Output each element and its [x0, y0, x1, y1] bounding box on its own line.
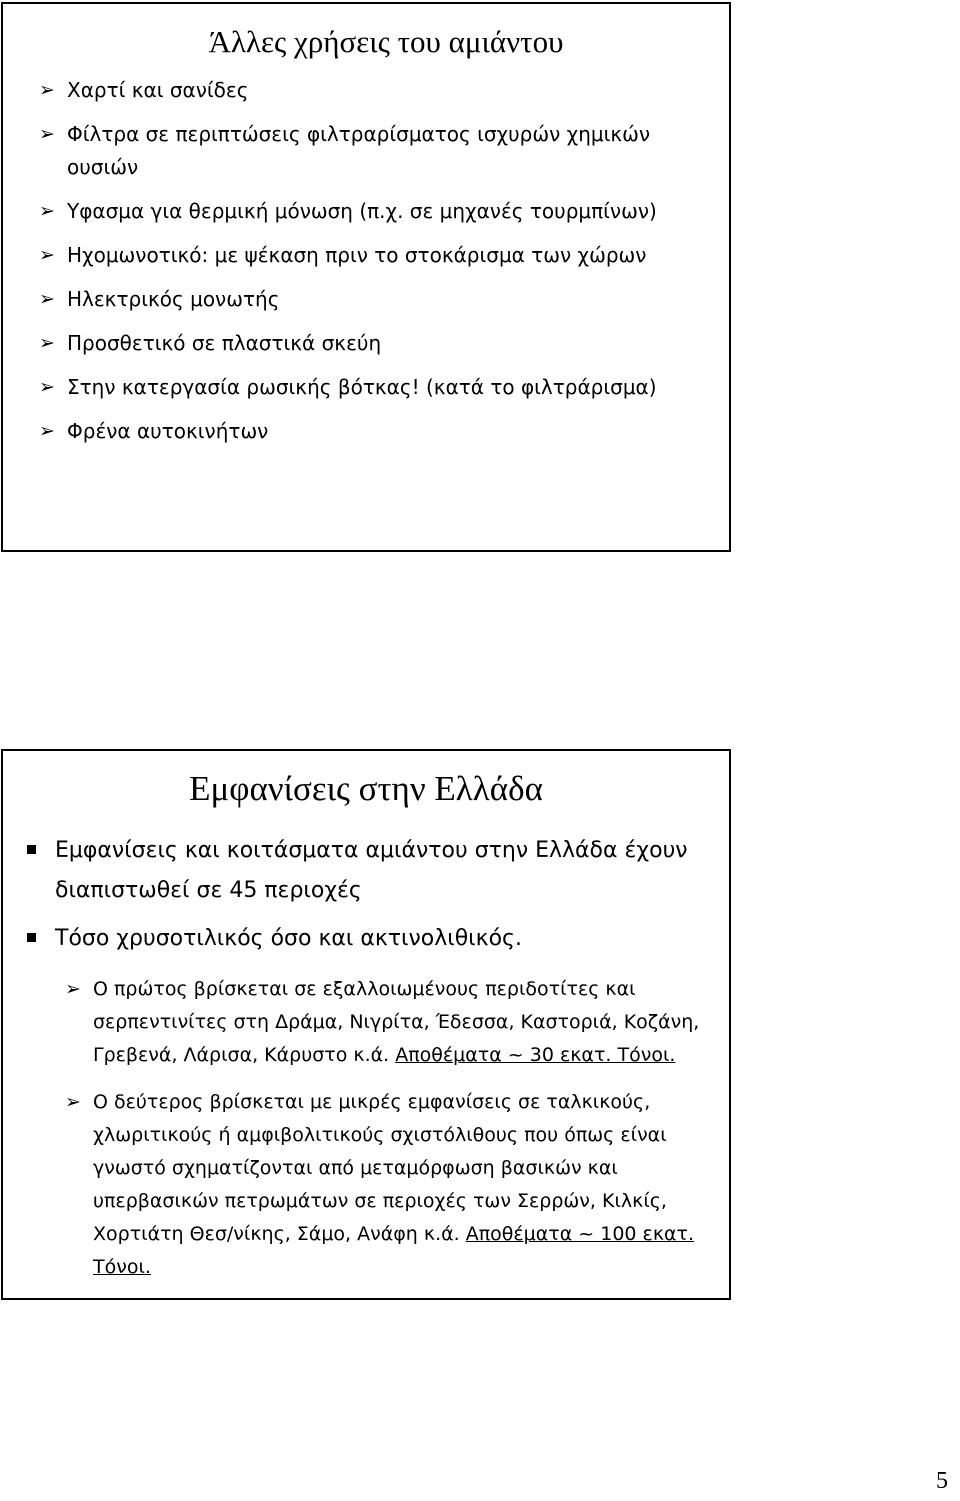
arrow-bullet-icon: ➢ — [39, 332, 55, 354]
list-item: ➢ Ηχομωνοτικό: με ψέκαση πριν το στοκάρισμα των χώρων — [39, 239, 679, 272]
list-item: ➢ Ο δεύτερος βρίσκεται με μικρές εμφανίσεις σε ταλκικούς, χλωριτικούς ή αμφιβολιτικούς σχιστόλιθους που όπως είναι γνωστό σχηματίζονται από μεταμόρφωση βασικών και υπερβασικών πετρωμάτων σε περιοχές των Σερρών, Κιλκίς, Χορτιάτη Θεσ/νίκης, Σάμο, Ανάφη κ.ά. Αποθέματα ~ 100 εκατ. Τόνοι. — [65, 1086, 705, 1284]
arrow-bullet-icon: ➢ — [39, 244, 55, 266]
list-item: ➢ Στην κατεργασία ρωσικής βότκας! (κατά το φιλτράρισμα) — [39, 371, 679, 404]
reserves-text: Αποθέματα ~ 100 εκατ. Τόνοι. — [93, 1223, 695, 1278]
arrow-bullet-icon: ➢ — [39, 200, 55, 222]
slide-2 — [1, 749, 731, 1300]
slide-2-list — [25, 831, 695, 967]
list-item: ➢ Προσθετικό σε πλαστικά σκεύη — [39, 327, 679, 360]
square-bullet-icon — [27, 845, 36, 854]
list-item: ➢ Φρένα αυτοκινήτων — [39, 415, 679, 448]
page-number: 5 — [936, 1468, 948, 1494]
slide-1-list — [39, 74, 679, 459]
arrow-bullet-icon: ➢ — [39, 123, 55, 145]
arrow-bullet-icon: ➢ — [39, 288, 55, 310]
slide-2-sublist — [65, 973, 705, 1298]
arrow-bullet-icon: ➢ — [65, 978, 81, 1000]
square-bullet-icon — [27, 933, 36, 942]
list-item: ➢ Ο πρώτος βρίσκεται σε εξαλλοιωμένους περιδοτίτες και σερπεντινίτες στη Δράμα, Νιγρίτα, Έδεσσα, Καστοριά, Κοζάνη, Γρεβενά, Λάρισα, Κάρυστο κ.ά. Αποθέματα ~ 30 εκατ. Τόνοι. — [65, 973, 705, 1072]
list-item: ➢ Ηλεκτρικός μονωτής — [39, 283, 679, 316]
arrow-bullet-icon: ➢ — [39, 376, 55, 398]
slide-1 — [1, 2, 731, 552]
list-item: Τόσο χρυσοτιλικός όσο και ακτινολιθικός. — [25, 919, 695, 959]
list-item: ➢ Υφασμα για θερμική μόνωση (π.χ. σε μηχανές τουρμπίνων) — [39, 195, 679, 228]
list-item: ➢ Φίλτρα σε περιπτώσεις φιλτραρίσματος ισχυρών χημικών ουσιών — [39, 118, 679, 184]
arrow-bullet-icon: ➢ — [39, 420, 55, 442]
arrow-bullet-icon: ➢ — [39, 79, 55, 101]
reserves-text: Αποθέματα ~ 30 εκατ. Τόνοι. — [395, 1044, 676, 1066]
slide-1-title: Άλλες χρήσεις του αμιάντου — [208, 24, 564, 59]
slide-2-title: Εμφανίσεις στην Ελλάδα — [189, 769, 543, 808]
list-item: ➢ Χαρτί και σανίδες — [39, 74, 679, 107]
list-item: Εμφανίσεις και κοιτάσματα αμιάντου στην Ελλάδα έχουν διαπιστωθεί σε 45 περιοχές — [25, 831, 695, 911]
arrow-bullet-icon: ➢ — [65, 1091, 81, 1113]
